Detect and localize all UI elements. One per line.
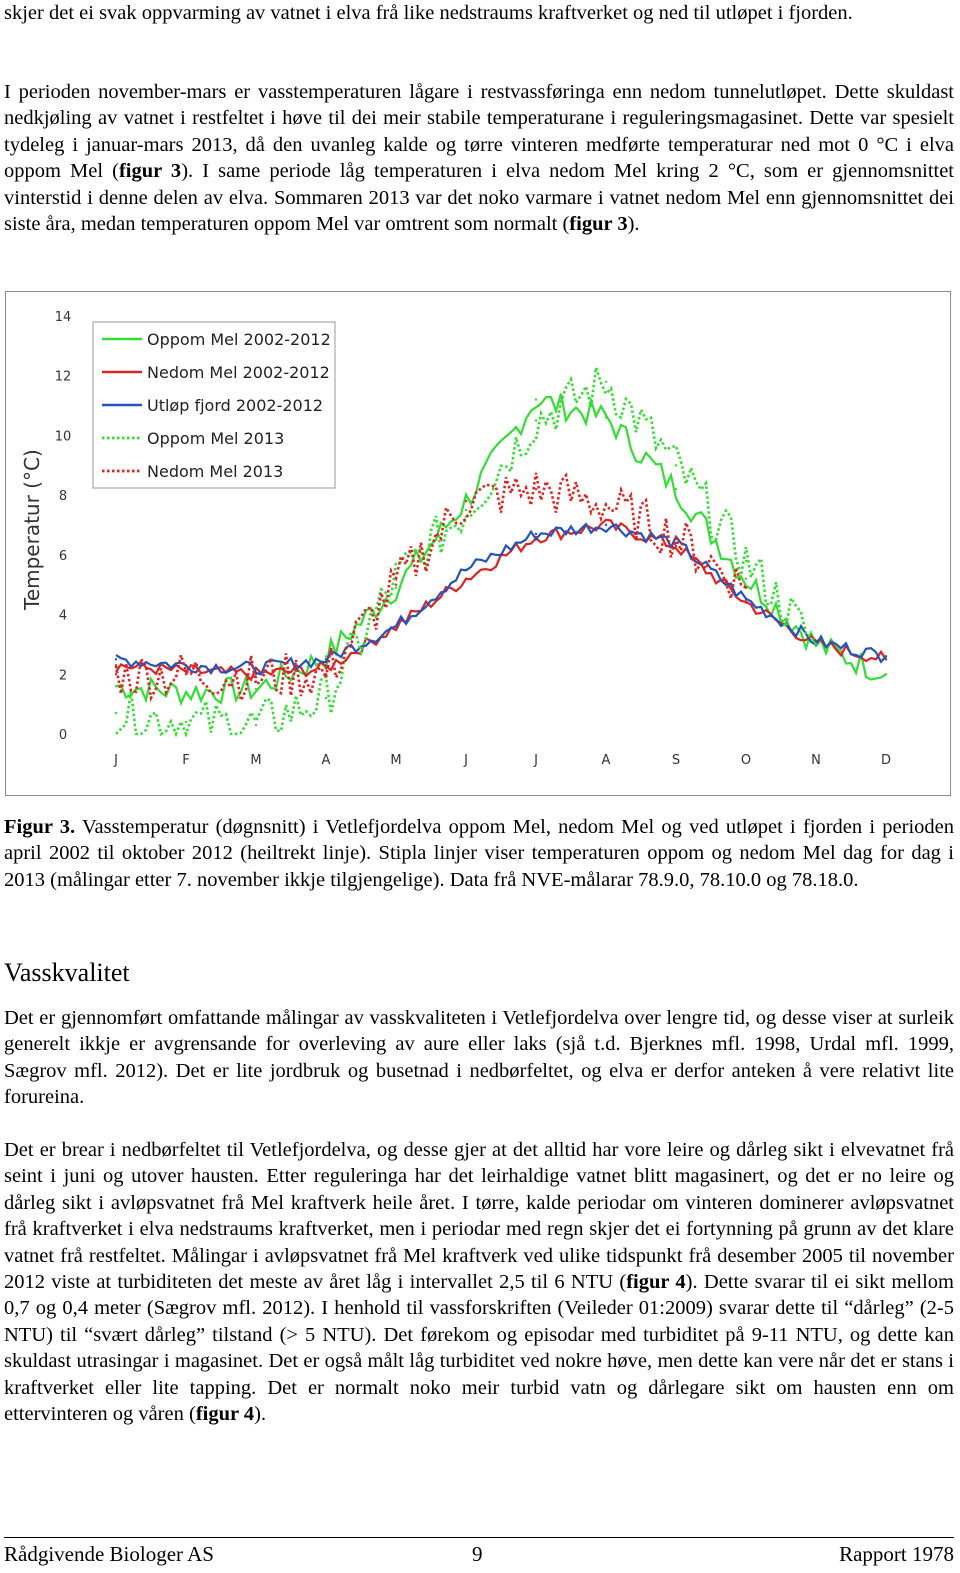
- temperature-chart-svg: [6, 292, 950, 795]
- data-point: [745, 578, 747, 580]
- data-point: [115, 673, 117, 675]
- y-tick-label: 6: [58, 548, 68, 564]
- paragraph-water-quality: Det er gjennomført omfattande målingar av vasskvaliteten i Vetlefjordelva over lengre tid, og desse viser at surleik generelt ikkje er avgrensande for overleving av aure eller laks (sjå t.d. Bjerknes mfl. 1998, Urdal mfl. 1999, Sægrov mfl. 2012). Det er lite jordbruk og busetnad i nedbørfeltet, og elva er derfor anteken å vere relativt lite forureina.: [4, 1007, 954, 1109]
- data-point: [325, 667, 327, 669]
- data-point: [605, 524, 607, 526]
- data-point: [885, 655, 887, 657]
- x-tick-label: F: [182, 753, 190, 768]
- data-point: [535, 398, 537, 400]
- data-point: [115, 712, 117, 714]
- data-point: [535, 419, 537, 421]
- data-point: [325, 658, 327, 660]
- section-heading: Vasskvalitet: [4, 958, 130, 987]
- legend-label: Oppom Mel 2002-2012: [147, 330, 331, 349]
- data-point: [675, 536, 677, 538]
- figure-reference: figur 4: [626, 1271, 686, 1294]
- y-tick-label: 10: [54, 429, 72, 445]
- y-tick-label: 8: [58, 489, 68, 505]
- footer-page-number: 9: [472, 1542, 483, 1566]
- data-point: [745, 601, 747, 603]
- temperature-chart: [5, 291, 951, 796]
- y-tick-label: 2: [58, 668, 68, 684]
- caption-label: Figur 3.: [4, 816, 76, 838]
- data-point: [115, 658, 117, 660]
- y-tick-label: 12: [54, 369, 72, 385]
- data-point: [325, 655, 327, 657]
- data-point: [115, 685, 117, 687]
- x-tick-label: M: [390, 753, 402, 768]
- data-point: [255, 676, 257, 678]
- y-tick-label: 4: [58, 608, 68, 624]
- data-point: [535, 533, 537, 535]
- data-point: [395, 584, 397, 586]
- legend-label: Oppom Mel 2013: [147, 429, 285, 448]
- data-point: [395, 625, 397, 627]
- data-point: [675, 488, 677, 490]
- figure-reference: figur 3: [118, 160, 182, 183]
- x-tick-label: O: [740, 753, 752, 768]
- data-point: [605, 380, 607, 382]
- data-point: [675, 464, 677, 466]
- data-point: [885, 673, 887, 675]
- legend-label: Nedom Mel 2013: [147, 462, 284, 481]
- footer-company: Rådgivende Biologer AS: [4, 1542, 214, 1566]
- data-point: [185, 664, 187, 666]
- data-point: [465, 509, 467, 511]
- series-line: [116, 473, 746, 701]
- legend-label: Nedom Mel 2002-2012: [147, 363, 330, 382]
- x-tick-label: J: [464, 753, 468, 768]
- data-point: [465, 500, 467, 502]
- footer-divider: [4, 1537, 954, 1538]
- data-point: [185, 691, 187, 693]
- y-tick-label: 0: [58, 728, 68, 743]
- x-tick-label: N: [811, 753, 821, 768]
- data-point: [465, 578, 467, 580]
- data-point: [605, 503, 607, 505]
- data-point: [465, 569, 467, 571]
- y-tick-label: 14: [54, 310, 72, 325]
- legend-label: Utløp fjord 2002-2012: [147, 396, 324, 415]
- paragraph-turbidity: Det er brear i nedbørfeltet til Vetlefjordelva, og desse gjer at det alltid har vore leire og dårleg sikt i elvevatnet frå seint i juni og utover hausten. Etter reguleringa har det leirhaldige vatnet blitt magasinert, og det er no leire og dårleg sikt i avløpsvatnet frå Mel kraftverk heile året. I tørre, kalde periodar om vinteren dominerer avløpsvatnet frå kraftverket i elva nedstraums kraftverket, men i periodar med regn skjer det ei fortynning på grunn av det klare vatnet frå restfeltet. Målingar i avløpsvatnet frå Mel kraftverk ved ulike tidspunkt frå desember 2005 til november 2012 viste at turbiditeten det meste av året låg i intervallet 2,5 til 6 NTU (figur 4). Dette svarar til ei sikt mellom 0,7 og 0,4 meter (Sægrov mfl. 2012). I henhold til vassforskriften (Veileder 01:2009) svarar dette til “dårleg” (2-5 NTU) til “svært dårleg” tilstand (> 5 NTU). Det førekom og episodar med turbiditet på 9-11 NTU, og dette kan skuldast utrasingar i magasinet. Det er også målt låg turbiditet ved nokre høve, men dette kan vere når det er stans i kraftverket eller lite tapping. Det er normalt noko meir turbid vatn og dårlegare sikt om hausten enn om ettervinteren og våren (figur 4).: [4, 1139, 954, 1426]
- data-point: [255, 724, 257, 726]
- x-tick-label: A: [601, 753, 611, 768]
- data-point: [745, 587, 747, 589]
- data-point: [255, 688, 257, 690]
- data-point: [605, 416, 607, 418]
- data-point: [395, 587, 397, 589]
- data-point: [325, 697, 327, 699]
- paragraph-intro: skjer det ei svak oppvarming av vatnet i elva frå like nedstraums kraftverket og ned til utløpet i fjorden.: [4, 2, 853, 24]
- y-axis-label: Temperatur (°C): [20, 449, 44, 610]
- data-point: [815, 643, 817, 645]
- x-tick-label: S: [671, 753, 681, 768]
- x-tick-label: J: [114, 753, 118, 768]
- data-point: [255, 667, 257, 669]
- x-tick-label: J: [534, 753, 538, 768]
- series-line: [116, 520, 886, 680]
- footer-report-number: Rapport 1978: [839, 1542, 954, 1566]
- figure-reference: figur 3: [569, 213, 628, 236]
- series-line: [116, 524, 886, 674]
- figure-reference: figur 4: [195, 1403, 255, 1426]
- x-tick-label: D: [880, 753, 892, 768]
- paragraph-temperature: I perioden november-mars er vasstemperaturen lågare i restvassføringa enn nedom tunnelutløpet. Dette skuldast nedkjøling av vatnet i restfeltet i høve til dei meir stabile temperaturane i reguleringsmagasinet. Dette var spesielt tydeleg i januar-mars 2013, då den uvanleg kalde og tørre vinteren medførte temperaturar ned mot 0 °C i elva oppom Mel (figur 3). I same periode låg temperaturen i elva nedom Mel kring 2 °C, som er gjennomsnittet vinterstid i denne delen av elva. Sommaren 2013 var det noko varmare i vatnet nedom Mel enn gjennomsnittet dei siste åra, medan temperaturen oppom Mel var omtrent som normalt (figur 3).: [4, 81, 955, 236]
- x-tick-label: M: [250, 753, 262, 768]
- figure-caption: Figur 3. Vasstemperatur (døgnsnitt) i Vetlefjordelva oppom Mel, nedom Mel og ved utløpet i fjorden i perioden april 2002 til oktober 2012 (heiltrekt linje). Stipla linjer viser temperaturen oppom og nedom Mel dag for dag i 2013 (målingar etter 7. november ikkje tilgjengelige). Data frå NVE-målarar 78.9.0, 78.10.0 og 78.18.0.: [4, 816, 954, 891]
- data-point: [185, 673, 187, 675]
- data-point: [535, 488, 537, 490]
- x-tick-label: A: [321, 753, 331, 768]
- data-point: [325, 673, 327, 675]
- data-point: [745, 560, 747, 562]
- data-point: [745, 598, 747, 600]
- data-point: [185, 721, 187, 723]
